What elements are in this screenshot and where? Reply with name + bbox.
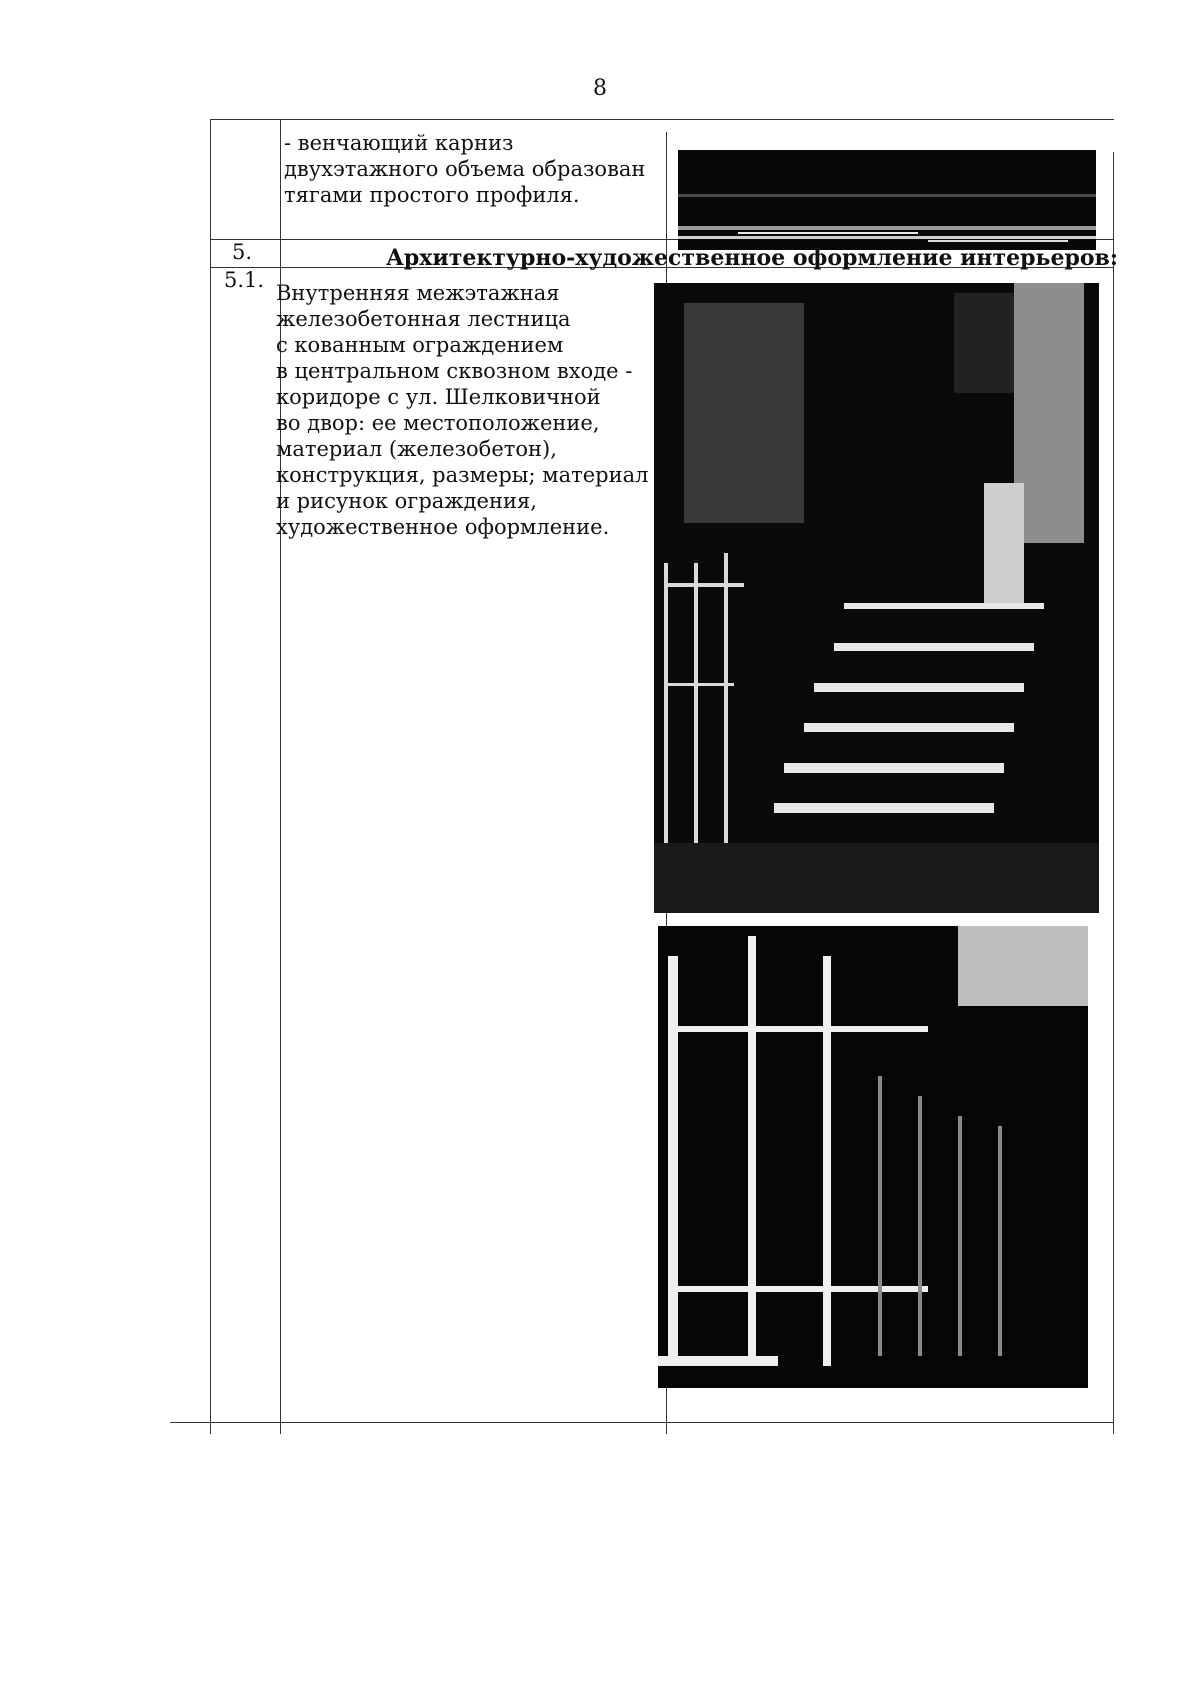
table-left-border <box>210 119 211 1434</box>
table-right-border <box>1113 152 1114 1434</box>
table-top-border <box>210 119 1114 120</box>
page-number: 8 <box>593 76 607 101</box>
cornice-photo <box>678 150 1096 250</box>
row-number-5-1: 5.1. <box>224 268 265 292</box>
staircase-photo <box>654 283 1099 913</box>
section-heading: Архитектурно-художественное оформление интерьеров: <box>386 245 1118 271</box>
railing-photo <box>658 926 1088 1388</box>
row-number-5: 5. <box>232 240 253 264</box>
staircase-description: Внутренняя межэтажная железобетонная лестница с кованным ограждением в центральном сквозном входе - коридоре с ул. Шелковичной во двор: ее местоположение, материал (железобетон), конструкция, размеры; материал и рисунок ограждения, художественное оформление. <box>276 281 649 539</box>
table-bottom-border <box>170 1422 1114 1423</box>
cornice-description: - венчающий карниз двухэтажного объема образован тягами простого профиля. <box>284 131 646 207</box>
